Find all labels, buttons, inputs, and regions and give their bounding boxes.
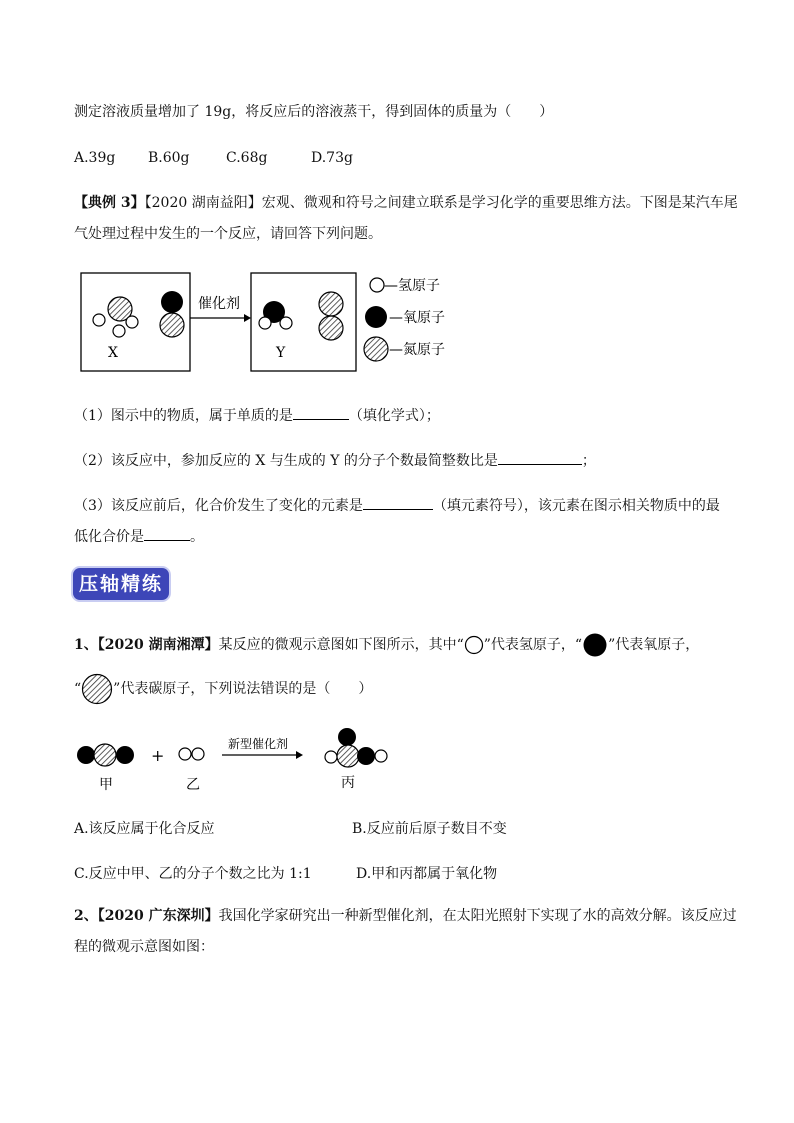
molecule-x (93, 297, 138, 337)
subquestion-3-text: （3）该反应前后，化合价发生了变化的元素是 (74, 498, 363, 514)
label-y: Y (276, 345, 286, 361)
problem1-text-a: 某反应的微观示意图如下图所示，其中“ (218, 637, 464, 653)
answer-blank[interactable] (144, 526, 190, 541)
hydrogen-atom (375, 750, 387, 762)
problem1-line2 (74, 673, 372, 705)
nitrogen-atom (319, 316, 343, 340)
reaction-diagram-new-catalyst (74, 718, 404, 798)
oxygen-symbol-icon (582, 632, 608, 658)
label-yi: 乙 (186, 777, 200, 793)
hydrogen-legend-icon (370, 278, 384, 292)
hydrogen-symbol-icon (464, 635, 484, 655)
example3-line1 (74, 193, 738, 213)
new-catalyst-label: 新型催化剂 (228, 737, 289, 751)
problem1-text-e: ”代表碳原子，下列说法错误的是（ ） (113, 681, 373, 697)
subquestion-1 (74, 405, 440, 426)
example3-line2: 气处理过程中发生的一个反应，请回答下列问题。 (74, 226, 382, 242)
hydrogen-atom (179, 748, 191, 760)
section-banner: 压轴精练 (73, 568, 169, 600)
hydrogen-atom (93, 314, 105, 326)
catalyst-label: 催化剂 (198, 296, 240, 312)
oxygen-atom (161, 291, 183, 313)
subquestion-3-suffix: 。 (190, 529, 204, 545)
p1-option-b: B.反应前后原子数目不变 (352, 821, 507, 837)
label-jia: 甲 (99, 777, 113, 793)
example-text: 宏观、微观和符号之间建立联系是学习化学的重要思维方法。下图是某汽车尾 (261, 195, 738, 211)
answer-blank[interactable] (293, 405, 349, 420)
plus-sign: + (151, 746, 165, 765)
answer-blank[interactable] (498, 450, 582, 465)
oxygen-atom (357, 747, 375, 765)
problem1-source: 【2020 湖南湘潭】 (97, 637, 219, 653)
legend-nitrogen: —氮原子 (389, 342, 445, 358)
label-bing: 丙 (341, 775, 355, 791)
oxygen-atom (77, 746, 95, 764)
hydrogen-atom (113, 325, 125, 337)
p1-option-d: D.甲和丙都属于氧化物 (356, 866, 498, 882)
molecule-no (160, 291, 184, 337)
arrow-head-icon (296, 751, 303, 759)
nitrogen-atom (160, 313, 184, 337)
oxygen-atom (116, 746, 134, 764)
legend (364, 278, 445, 361)
molecule-n2 (319, 292, 343, 340)
problem2-text-a: 我国化学家研究出一种新型催化剂，在太阳光照射下实现了水的高效分解。该反应过 (218, 908, 737, 924)
hydrogen-atom (192, 748, 204, 760)
subquestion-3-line2 (74, 526, 204, 547)
question-text: 测定溶液质量增加了 19g，将反应后的溶液蒸干，得到固体的质量为（ ） (74, 104, 554, 120)
option-c: C.68g (226, 150, 268, 166)
molecule-yi (179, 748, 204, 760)
molecule-y (259, 301, 292, 329)
oxygen-atom (338, 728, 356, 746)
legend-hydrogen: —氢原子 (384, 278, 440, 294)
molecule-jia (77, 744, 134, 766)
subquestion-3-text-c: 低化合价是 (74, 529, 144, 545)
option-d: D.73g (311, 150, 353, 166)
answer-blank[interactable] (363, 495, 433, 510)
subquestion-2 (74, 450, 596, 471)
problem2-number: 2、 (74, 908, 98, 924)
example-tag: 【典例 3】 (74, 195, 145, 211)
molecule-bing (325, 728, 387, 767)
option-b: B.60g (148, 150, 190, 166)
subquestion-3-text-b: （填元素符号），该元素在图示相关物质中的最 (432, 498, 720, 514)
problem1-text-b: ”代表氢原子，“ (483, 637, 583, 653)
subquestion-1-text: （1）图示中的物质，属于单质的是 (74, 408, 293, 424)
option-a: A.39g (74, 150, 116, 166)
label-x: X (108, 345, 118, 361)
subquestion-1-suffix: （填化学式）； (348, 408, 440, 424)
legend-oxygen: —氧原子 (389, 310, 445, 326)
nitrogen-atom (319, 292, 343, 316)
problem2-line2: 程的微观示意图如图： (74, 939, 214, 955)
problem1-line1 (74, 632, 699, 658)
carbon-symbol-icon (81, 673, 113, 705)
problem2-line1 (74, 906, 737, 926)
carbon-atom (94, 744, 116, 766)
problem1-number: 1、 (74, 637, 98, 653)
problem1-text-d: “ (74, 681, 82, 697)
hydrogen-atom (126, 316, 138, 328)
subquestion-3-line1 (74, 495, 720, 516)
hydrogen-atom (259, 317, 271, 329)
problem2-source: 【2020 广东深圳】 (97, 908, 219, 924)
p1-option-c: C.反应中甲、乙的分子个数之比为 1:1 (74, 866, 312, 882)
example-source: 【2020 湖南益阳】 (144, 195, 262, 211)
subquestion-2-text: （2）该反应中，参加反应的 X 与生成的 Y 的分子个数最简整数比是 (74, 453, 498, 469)
subquestion-2-suffix: ； (581, 453, 596, 469)
p1-option-a: A.该反应属于化合反应 (74, 821, 215, 837)
problem1-text-c: ”代表氧原子， (608, 637, 700, 653)
hydrogen-atom (325, 751, 337, 763)
nitrogen-legend-icon (364, 337, 388, 361)
oxygen-legend-icon (365, 306, 387, 328)
arrow-head-icon (244, 314, 251, 322)
reaction-diagram-x-y (74, 265, 474, 375)
carbon-atom (337, 745, 359, 767)
hydrogen-atom (280, 317, 292, 329)
